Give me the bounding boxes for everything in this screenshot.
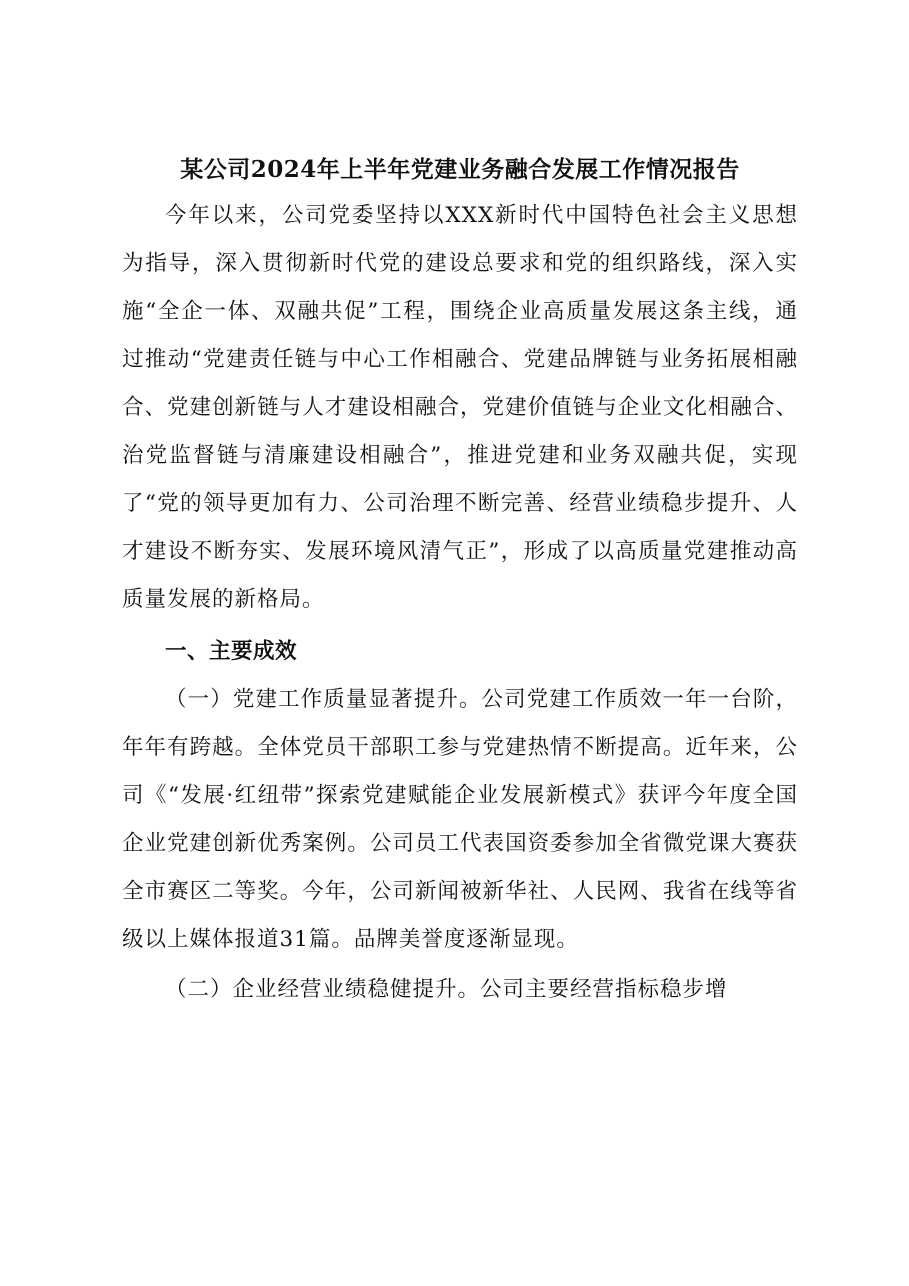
subsection-party-building-quality: （一）党建工作质量显著提升。公司党建工作质效一年一台阶，年年有跨越。全体党员干部职工参与党建热情不断提高。近年来，公司《“发展·红纽带”探索党建赋能企业发展新模式》获评今年度全国企业党建创新优秀案例。公司员工代表国资委参加全省微党课大赛获全市赛区二等奖。今年，公司新闻被新华社、人民网、我省在线等省级以上媒体报道31篇。品牌美誉度逐渐显现。 [122,687,798,952]
intro-paragraph: 今年以来，公司党委坚持以XXX新时代中国特色社会主义思想为指导，深入贯彻新时代党的建设总要求和党的组织路线，深入实施“全企一体、双融共促”工程，围绕企业高质量发展这条主线，通过推动“党建责任链与中心工作相融合、党建品牌链与业务拓展相融合、党建创新链与人才建设相融合，党建价值链与企业文化相融合、治党监督链与清廉建设相融合”，推进党建和业务双融共促，实现了“党的领导更加有力、公司治理不断完善、经营业绩稳步提升、人才建设不断夯实、发展环境风清气正”，形成了以高质量党建推动高质量发展的新格局。 [122,203,798,612]
document-page [122,152,798,1014]
subsection-business-performance: （二）企业经营业绩稳健提升。公司主要经营指标稳步增 [165,977,728,1002]
section-heading-main-results: 一、主要成效 [165,639,298,664]
document-title: 某公司2024年上半年党建业务融合发展工作情况报告 [180,156,740,183]
